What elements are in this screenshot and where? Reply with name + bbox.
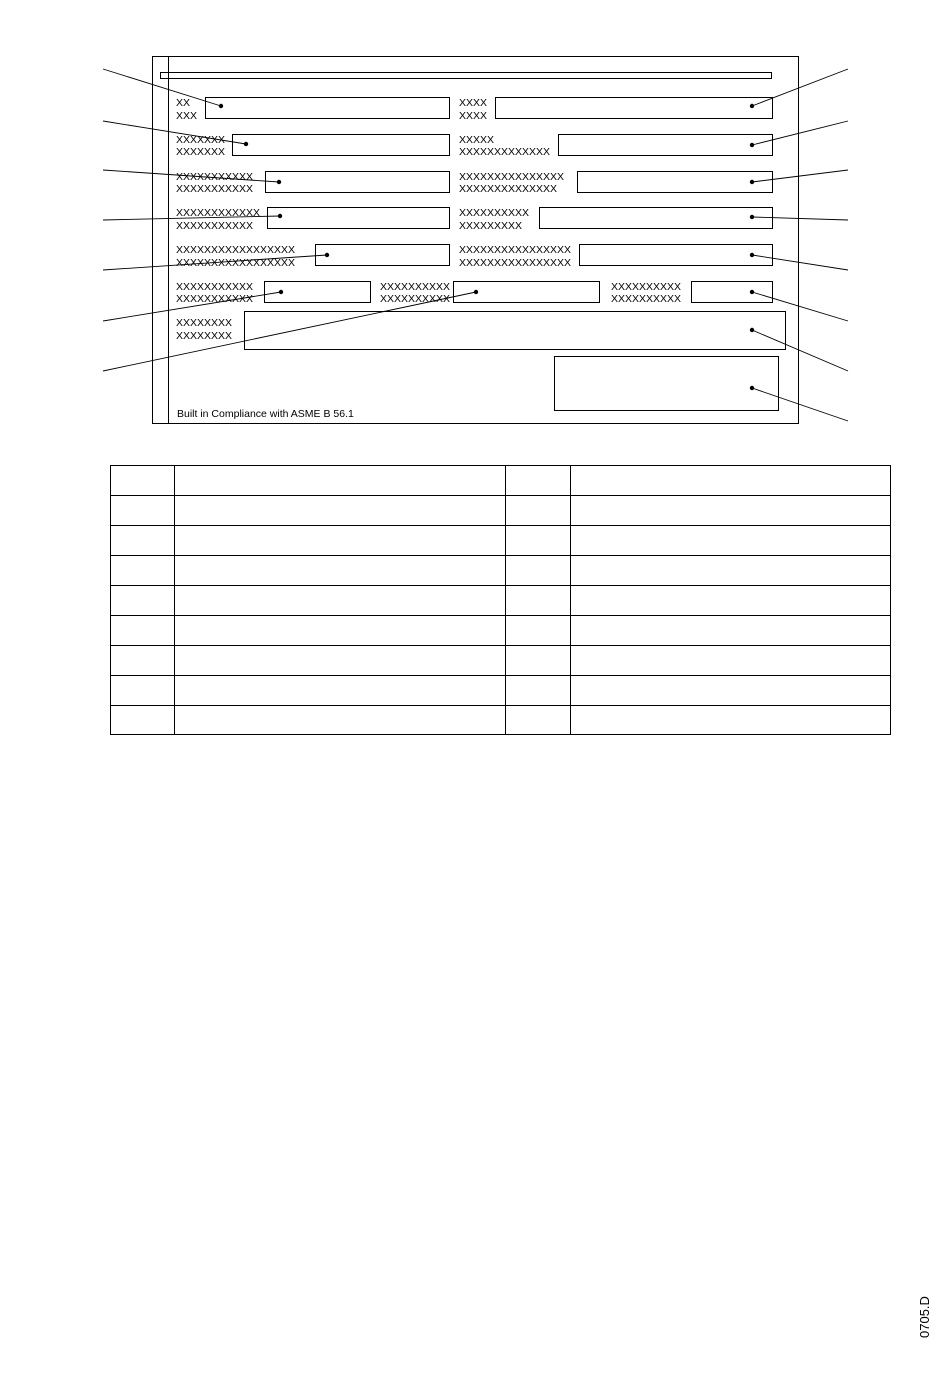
- leader-line-right-2: [752, 121, 848, 145]
- leader-dot-left-3: [277, 180, 281, 184]
- leader-line-right-6: [752, 292, 848, 321]
- field-box-10: [559, 135, 773, 156]
- field-5-label-1: XXXXXXXXXXXXXXXXX: [176, 244, 296, 256]
- leader-line-right-5: [752, 255, 848, 270]
- field-box-13: [580, 245, 773, 266]
- field-3-label-2: XXXXXXXXXXX: [176, 183, 254, 195]
- field-box-4: [268, 208, 450, 229]
- compliance-text: Built in Compliance with ASME B 56.1: [177, 408, 354, 420]
- leader-line-right-7: [752, 330, 848, 371]
- legend-table: [111, 466, 891, 735]
- field-box-11: [578, 172, 773, 193]
- field-10-label-2: XXXXXXXXXXXXX: [459, 146, 551, 158]
- field-2-label-2: XXXXXXX: [176, 146, 226, 158]
- field-13-label-1: XXXXXXXXXXXXXXXX: [459, 244, 572, 256]
- field-6-label-1: XXXXXXXXXXX: [176, 281, 254, 293]
- leader-line-left-1: [103, 69, 221, 106]
- field-1-label-1: XX: [176, 97, 191, 109]
- field-8-label-1: XXXXXXXX: [176, 317, 233, 329]
- field-12-label-1: XXXXXXXXXX: [459, 207, 530, 219]
- field-box-2: [233, 135, 450, 156]
- field-14-label-2: XXXXXXXXXX: [611, 293, 682, 305]
- field-7-label-2: XXXXXXXXXX: [380, 293, 451, 305]
- field-box-1: [206, 98, 450, 119]
- leader-dot-left-1: [219, 104, 223, 108]
- field-box-15: [555, 357, 779, 411]
- leader-dot-right-8: [750, 386, 754, 390]
- leader-line-left-7: [103, 292, 476, 371]
- leader-line-right-8: [752, 388, 848, 421]
- figure-code: 0705.D: [917, 1296, 932, 1338]
- field-9-label-2: XXXX: [459, 110, 488, 122]
- leader-dot-left-2: [244, 142, 248, 146]
- leader-dot-right-5: [750, 253, 754, 257]
- field-box-8: [245, 312, 786, 350]
- field-11-label-1: XXXXXXXXXXXXXXX: [459, 171, 565, 183]
- nameplate-top-strip: [161, 73, 772, 79]
- field-labels: [176, 97, 681, 420]
- leader-dot-left-6: [279, 290, 283, 294]
- leader-dot-right-4: [750, 215, 754, 219]
- field-2-label-1: XXXXXXX: [176, 134, 226, 146]
- field-4-label-1: XXXXXXXXXXXX: [176, 207, 261, 219]
- field-box-5: [316, 245, 450, 266]
- field-12-label-2: XXXXXXXXX: [459, 220, 523, 232]
- field-4-label-2: XXXXXXXXXXX: [176, 220, 254, 232]
- field-7-label-1: XXXXXXXXXX: [380, 281, 451, 293]
- field-14-label-1: XXXXXXXXXX: [611, 281, 682, 293]
- field-5-label-2: XXXXXXXXXXXXXXXXX: [176, 257, 296, 269]
- leader-dot-left-7: [474, 290, 478, 294]
- field-box-12: [540, 208, 773, 229]
- leader-dot-right-7: [750, 328, 754, 332]
- field-13-label-2: XXXXXXXXXXXXXXXX: [459, 257, 572, 269]
- field-box-3: [266, 172, 450, 193]
- field-9-label-1: XXXX: [459, 97, 488, 109]
- field-box-14: [692, 282, 773, 303]
- legend-table-frame: [111, 466, 891, 735]
- leader-line-right-1: [752, 69, 848, 106]
- field-1-label-2: XXX: [176, 110, 198, 122]
- leader-dot-right-1: [750, 104, 754, 108]
- leader-line-left-2: [103, 121, 246, 144]
- field-8-label-2: XXXXXXXX: [176, 330, 233, 342]
- leader-dot-left-5: [325, 253, 329, 257]
- field-box-9: [496, 98, 773, 119]
- leader-lines-left: [103, 69, 476, 371]
- field-3-label-1: XXXXXXXXXXX: [176, 171, 254, 183]
- field-6-label-2: XXXXXXXXXXX: [176, 293, 254, 305]
- field-10-label-1: XXXXX: [459, 134, 495, 146]
- leader-dot-left-4: [278, 214, 282, 218]
- leader-line-right-4: [752, 217, 848, 220]
- field-11-label-2: XXXXXXXXXXXXXX: [459, 183, 558, 195]
- leader-dot-right-3: [750, 180, 754, 184]
- leader-dot-right-2: [750, 143, 754, 147]
- leader-dot-right-6: [750, 290, 754, 294]
